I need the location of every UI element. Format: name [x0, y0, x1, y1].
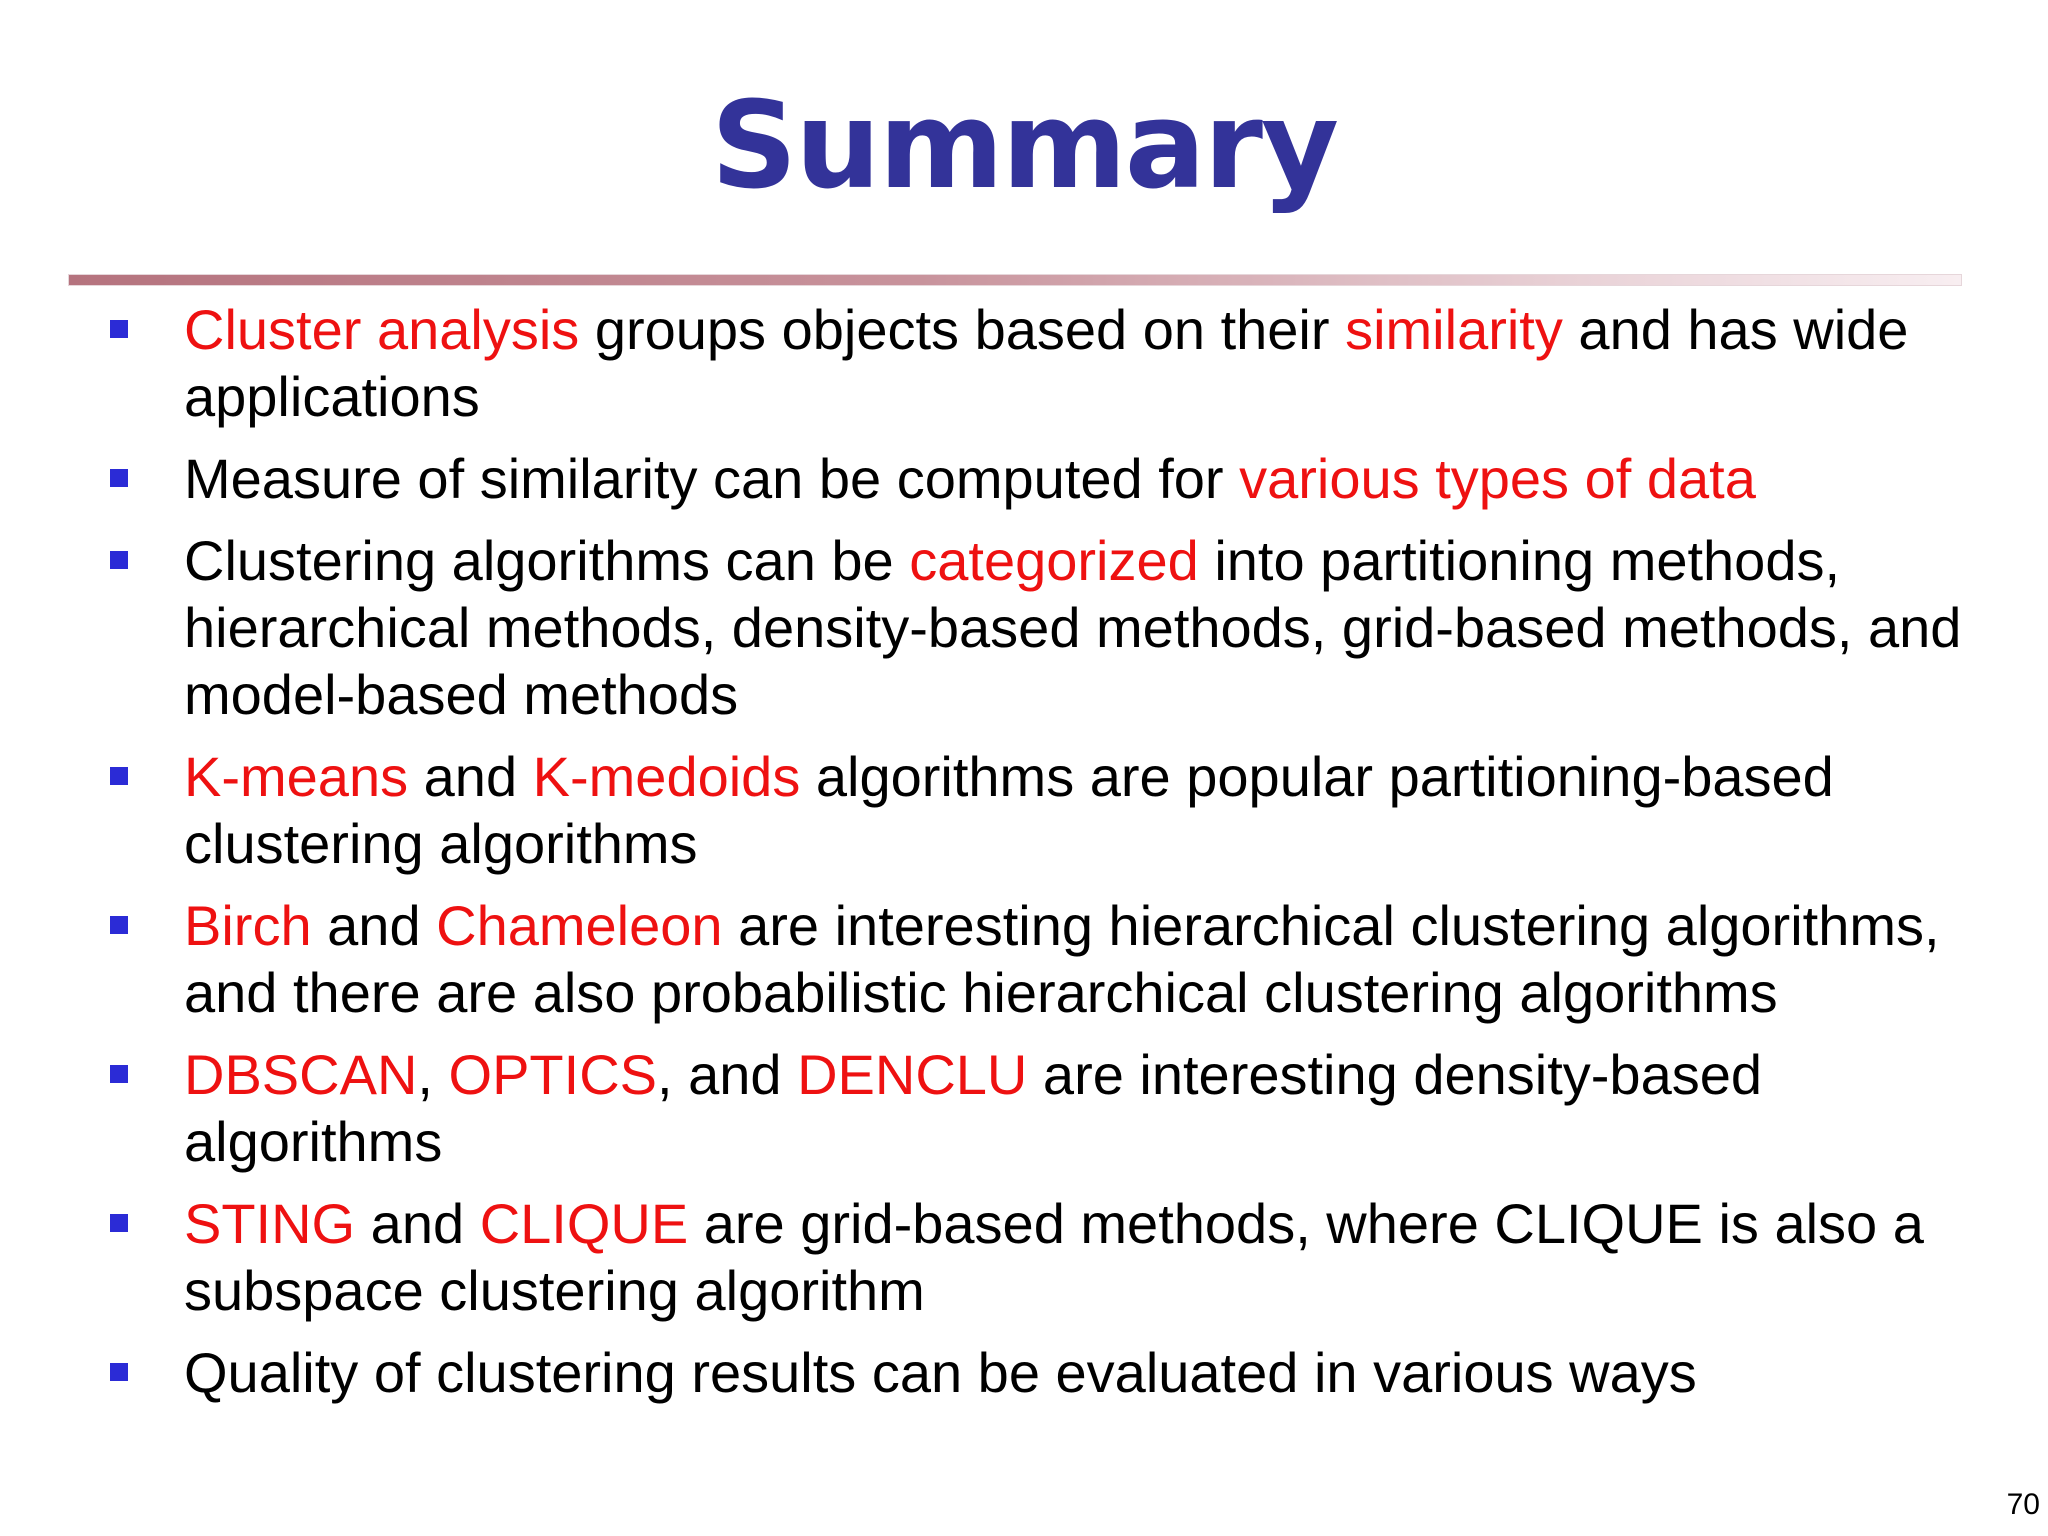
bullet-highlight: Chameleon — [436, 894, 723, 957]
bullet-text: Clustering algorithms can be — [184, 529, 910, 592]
square-bullet-icon — [110, 916, 128, 934]
bullet-highlight: Birch — [184, 894, 312, 957]
square-bullet-icon — [110, 767, 128, 785]
bullet-text: are grid-based methods, where CLIQUE is also a subspace clustering algorithm — [184, 1192, 1924, 1322]
bullet-text: are interesting hierarchical clustering algorithms, and there are also probabilistic hierarchical clustering algorithms — [184, 894, 1940, 1024]
square-bullet-icon — [110, 469, 128, 487]
bullet-item — [0, 892, 2048, 1026]
bullet-highlight: OPTICS — [448, 1043, 657, 1106]
bullet-text: and has wide applications — [184, 298, 1909, 428]
bullet-text: , and — [656, 1043, 798, 1106]
bullet-item — [0, 1339, 2048, 1406]
bullet-highlight: K-means — [184, 745, 409, 808]
square-bullet-icon — [110, 320, 128, 338]
bullet-highlight: similarity — [1345, 298, 1563, 361]
bullet-highlight: DBSCAN — [184, 1043, 418, 1106]
bullet-text: are interesting density-based algorithms — [184, 1043, 1763, 1173]
square-bullet-icon — [110, 551, 128, 569]
bullet-highlight: Cluster analysis — [184, 298, 580, 361]
bullet-highlight: CLIQUE — [479, 1192, 689, 1255]
square-bullet-icon — [110, 1363, 128, 1381]
bullet-highlight: K-medoids — [532, 745, 801, 808]
page-number: 70 — [2006, 1488, 2040, 1521]
bullet-text: and — [311, 894, 437, 957]
bullet-text: Quality of clustering results can be evaluated in various ways — [184, 1341, 1697, 1404]
bullet-item — [0, 1041, 2048, 1175]
bullet-text: groups objects based on their — [579, 298, 1346, 361]
bullet-text: and — [355, 1192, 480, 1255]
bullet-text: and — [408, 745, 533, 808]
bullet-text: into partitioning methods, hierarchical methods, density-based methods, grid-based methods, and model-based methods — [184, 529, 1962, 726]
square-bullet-icon — [110, 1065, 128, 1083]
title-divider — [68, 274, 1962, 286]
bullet-text: Measure of similarity can be computed for — [184, 447, 1240, 510]
bullet-item — [0, 445, 2048, 512]
bullet-text: , — [417, 1043, 449, 1106]
bullet-highlight: DENCLU — [797, 1043, 1028, 1106]
slide-title: Summary — [710, 77, 1338, 216]
bullet-highlight: categorized — [909, 529, 1199, 592]
bullet-item — [0, 527, 2048, 728]
bullet-item — [0, 743, 2048, 877]
bullet-highlight: various types of data — [1239, 447, 1756, 510]
bullet-item — [0, 296, 2048, 430]
square-bullet-icon — [110, 1214, 128, 1232]
bullet-highlight: STING — [184, 1192, 356, 1255]
bullet-list — [0, 296, 2048, 1421]
bullet-text: algorithms are popular partitioning-based clustering algorithms — [184, 745, 1834, 875]
bullet-item — [0, 1190, 2048, 1324]
